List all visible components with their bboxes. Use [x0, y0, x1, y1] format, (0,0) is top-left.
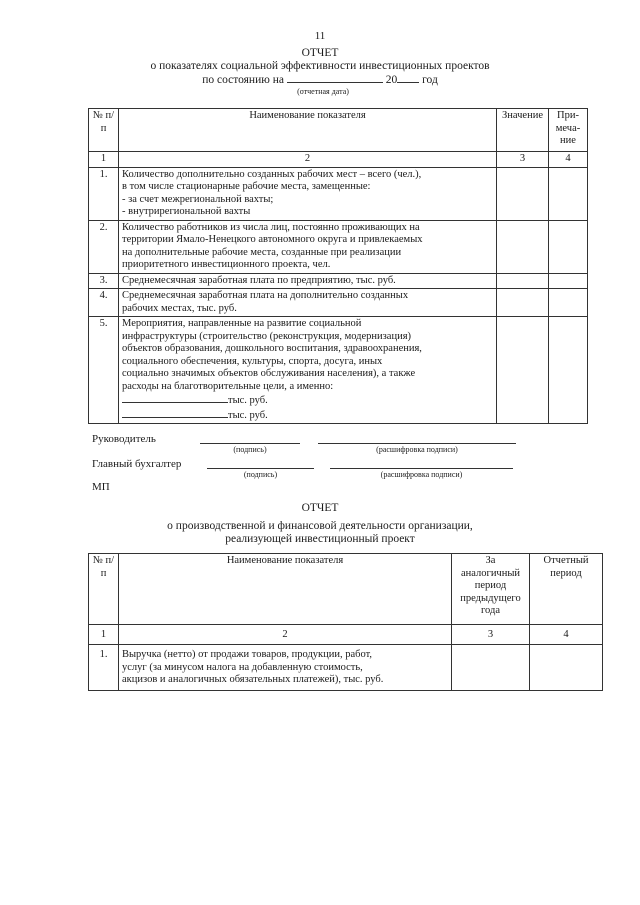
row-name: Мероприятия, направленные на развитие социальной инфраструктуры (строительство (реконструкция, модернизация) объектов образования, дошкольного воспитания, здравоохранения, социального обеспечения, культуры, спорта, досуга, иных социально значимых объектов обслуживания населения), а также расходы на благотворительные цели, а именно: тыс. руб. тыс. руб. — [119, 317, 497, 424]
col-number: 1 — [89, 625, 119, 645]
row-name: Среднемесячная заработная плата на дополнительно созданных рабочих местах, тыс. руб. — [119, 289, 497, 317]
report2-subtitle-2: реализующей инвестиционный проект — [225, 533, 415, 545]
col-number: 2 — [119, 625, 452, 645]
accountant-decipher-line[interactable] — [330, 468, 513, 469]
accountant-label: Главный бухгалтер — [92, 458, 182, 470]
column-number-row — [89, 625, 603, 645]
note-cell[interactable] — [549, 273, 588, 289]
table-row — [89, 645, 603, 691]
report2-title: ОТЧЕТ — [301, 502, 339, 514]
header-name: Наименование показателя — [119, 554, 452, 625]
stamp-label: МП — [92, 481, 110, 493]
amount-blank[interactable] — [122, 393, 228, 403]
note-cell[interactable] — [549, 220, 588, 273]
social-efficiency-table — [88, 108, 588, 424]
column-number-row — [89, 152, 588, 168]
report1-subtitle: о показателях социальной эффективности инвестиционных проектов — [150, 60, 490, 72]
note-cell[interactable] — [549, 317, 588, 424]
value-cell[interactable] — [497, 273, 549, 289]
col-number: 4 — [549, 152, 588, 168]
value-cell[interactable] — [497, 220, 549, 273]
value-cell[interactable] — [497, 167, 549, 220]
head-signature-line[interactable] — [200, 443, 300, 444]
report2-subtitle-1: о производственной и финансовой деятельности организации, — [167, 520, 473, 532]
value-cell[interactable] — [497, 289, 549, 317]
note-cell[interactable] — [549, 289, 588, 317]
decipher-caption: (расшифровка подписи) — [380, 470, 463, 479]
report1-date-note: (отчетная дата) — [297, 87, 349, 96]
row-num: 5. — [89, 317, 119, 424]
amount-blank[interactable] — [122, 408, 228, 418]
header-prev-period: За аналогичный период предыдущего года — [452, 554, 530, 625]
row-num: 1. — [89, 645, 119, 691]
report1-year-prefix: 20 — [385, 74, 398, 86]
report2-title-block — [0, 502, 640, 546]
table-header-row — [89, 554, 603, 625]
page-number: 11 — [314, 30, 326, 42]
col-number: 3 — [497, 152, 549, 168]
col-number: 2 — [119, 152, 497, 168]
note-cell[interactable] — [549, 167, 588, 220]
header-name: Наименование показателя — [119, 109, 497, 152]
signature-caption: (подпись) — [243, 470, 278, 479]
row-name: Количество дополнительно созданных рабочих мест – всего (чел.), в том числе стационарные рабочие места, замещенные: - за счет межрегиональной вахты; - внутрирегиональной вахты — [119, 167, 497, 220]
row-name: Среднемесячная заработная плата по предприятию, тыс. руб. — [119, 273, 497, 289]
header-value: Значение — [497, 109, 549, 152]
header-current-period: Отчетный период — [530, 554, 603, 625]
head-decipher-line[interactable] — [318, 443, 516, 444]
head-label: Руководитель — [92, 433, 156, 445]
row-num: 2. — [89, 220, 119, 273]
financial-activity-table — [88, 553, 603, 691]
row-name: Количество работников из числа лиц, постоянно проживающих на территории Ямало-Ненецкого автономного округа и привлекаемых на дополнительные рабочие места, созданные при реализации приоритетного инвестиционного проекта, чел. — [119, 220, 497, 273]
row-num: 4. — [89, 289, 119, 317]
col-number: 4 — [530, 625, 603, 645]
row-num: 1. — [89, 167, 119, 220]
header-num: № п/п — [89, 554, 119, 625]
current-period-cell[interactable] — [530, 645, 603, 691]
report1-date-line — [0, 73, 640, 87]
row-num: 3. — [89, 273, 119, 289]
report1-title: ОТЧЕТ — [301, 47, 339, 59]
signature-caption: (подпись) — [233, 445, 267, 454]
report1-title-block — [0, 47, 640, 87]
table-row — [89, 220, 588, 273]
table-row — [89, 273, 588, 289]
report1-year-suffix: год — [422, 74, 438, 86]
prev-period-cell[interactable] — [452, 645, 530, 691]
header-num: № п/п — [89, 109, 119, 152]
table-row — [89, 289, 588, 317]
report-year-blank[interactable] — [397, 73, 419, 83]
report1-date-prefix: по состоянию на — [202, 74, 284, 86]
accountant-signature-line[interactable] — [207, 468, 314, 469]
value-cell[interactable] — [497, 317, 549, 424]
table-header-row — [89, 109, 588, 152]
col-number: 1 — [89, 152, 119, 168]
header-note: При-меча-ние — [549, 109, 588, 152]
decipher-caption: (расшифровка подписи) — [376, 445, 458, 454]
row-name: Выручка (нетто) от продажи товаров, продукции, работ, услуг (за минусом налога на добавленную стоимость, акцизов и аналогичных обязательных платежей), тыс. руб. — [119, 645, 452, 691]
table-row — [89, 317, 588, 424]
col-number: 3 — [452, 625, 530, 645]
table-row — [89, 167, 588, 220]
report-date-blank[interactable] — [287, 73, 383, 83]
